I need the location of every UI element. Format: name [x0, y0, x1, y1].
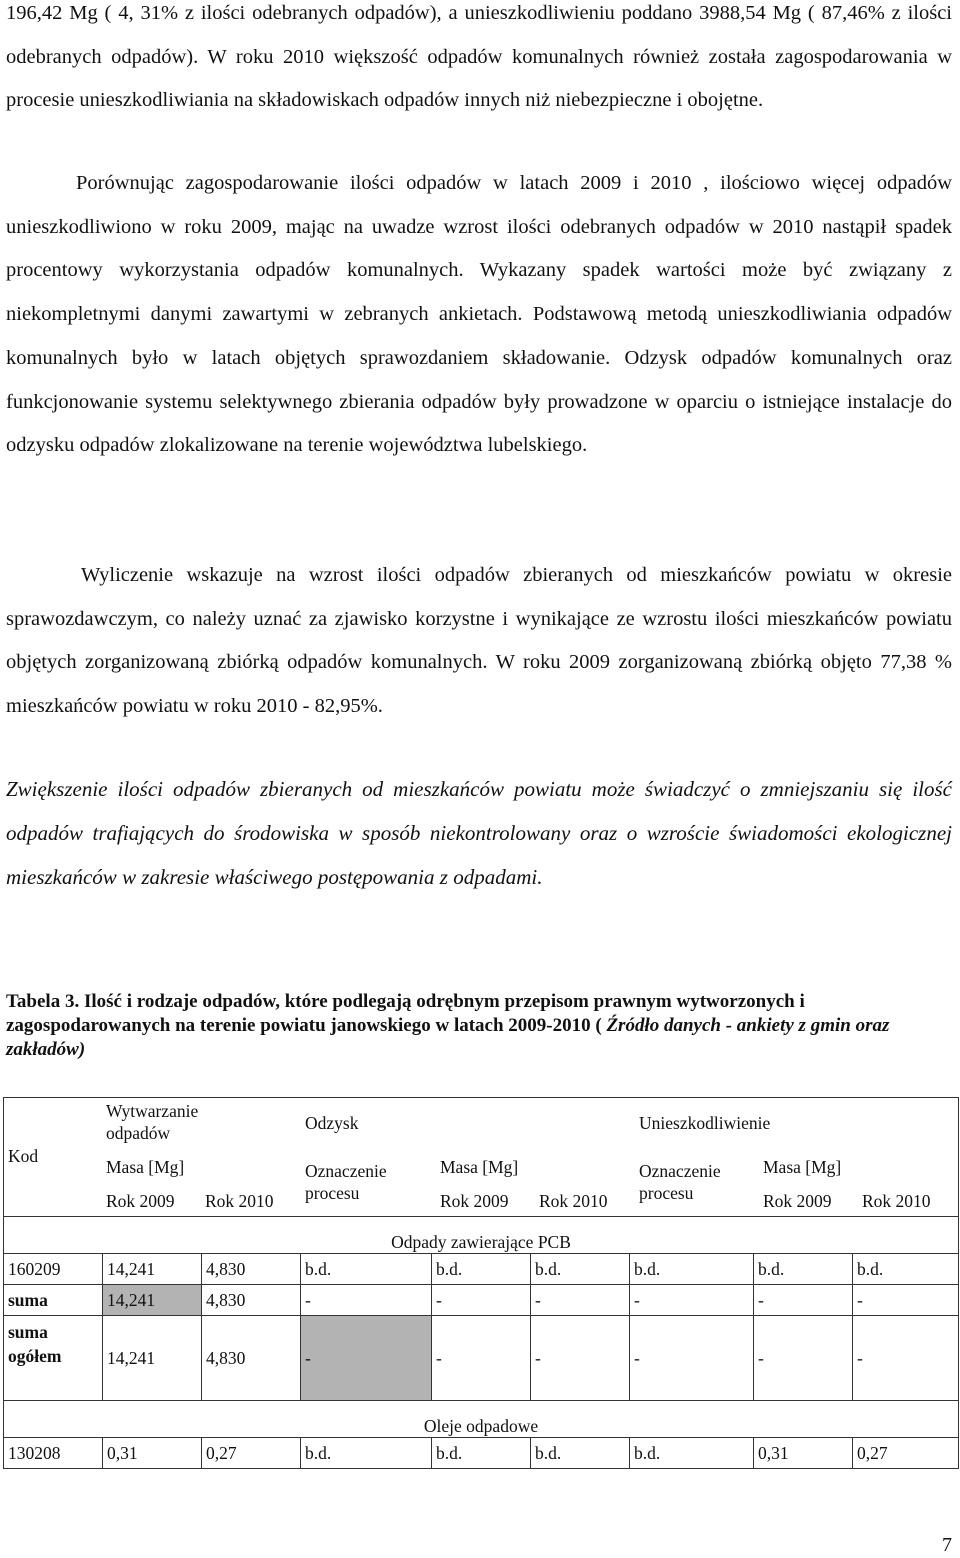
cell: - — [432, 1316, 531, 1401]
cell: 4,830 — [202, 1285, 301, 1316]
cell: - — [853, 1316, 959, 1401]
cell: - — [531, 1285, 630, 1316]
header-rok2010-2: Rok 2010 — [539, 1191, 608, 1211]
cell: - — [630, 1316, 754, 1401]
caption-bold: Tabela 3. Ilość i rodzaje odpadów, które podlegają odrębnym przepisom prawnym wytworzonych i zagospodarowanych na terenie powiatu janowskiego w latach 2009-2010 ( — [6, 991, 805, 1036]
table-row — [4, 1438, 959, 1469]
table-row-suma — [4, 1285, 959, 1316]
cell-kod: 160209 — [4, 1254, 103, 1285]
section-row-oleje — [4, 1401, 959, 1438]
cell-kod: suma — [4, 1285, 103, 1316]
cell: - — [754, 1316, 853, 1401]
cell: 4,830 — [202, 1316, 301, 1401]
section-label-oleje: Oleje odpadowe — [4, 1401, 959, 1438]
cell: - — [531, 1316, 630, 1401]
cell: b.d. — [630, 1438, 754, 1469]
cell: b.d. — [432, 1438, 531, 1469]
table-row-suma-ogolem — [4, 1316, 959, 1401]
header-rok2009-1: Rok 2009 — [106, 1191, 175, 1211]
table-header-row — [4, 1098, 959, 1217]
cell: - — [301, 1285, 432, 1316]
cell: b.d. — [630, 1254, 754, 1285]
header-oznaczenie-2: Oznaczenie procesu — [639, 1161, 721, 1203]
paragraph-2: Porównując zagospodarowanie ilości odpadów w latach 2009 i 2010 , ilościowo więcej odpadów unieszkodliwiono w roku 2009, mając na uwadze wzrost ilości odebranych odpadów w 2010 nastąpił spadek procentowy wykorzystania odpadów komunalnych. Wykazany spadek wartości może być związany z niekompletnymi danymi zawartymi w zebranych ankietach. Podstawową metodą unieszkodliwiania odpadów komunalnych było w latach objętych sprawozdaniem składowanie. Odzysk odpadów komunalnych oraz funkcjonowanie systemu selektywnego zbierania odpadów były prowadzone w oparciu o istniejące instalacje do odzysku odpadów zlokalizowane na terenie województwa lubelskiego. — [6, 172, 952, 457]
cell: 0,31 — [754, 1438, 853, 1469]
cell: - — [754, 1285, 853, 1316]
header-rok2010-1: Rok 2010 — [205, 1191, 274, 1211]
table-caption — [6, 990, 954, 1062]
page-number: 7 — [942, 1534, 952, 1556]
caption-italic: Źródło danych - ankiety z gmin oraz zakładów) — [6, 1015, 890, 1060]
header-kod: Kod — [8, 1146, 39, 1166]
header-oznaczenie-1: Oznaczenie procesu — [305, 1161, 387, 1203]
cell: 0,31 — [103, 1438, 202, 1469]
cell: b.d. — [531, 1254, 630, 1285]
cell: 0,27 — [853, 1438, 959, 1469]
header-odzysk: Odzysk — [305, 1113, 359, 1133]
header-masa-1: Masa [Mg] — [106, 1157, 185, 1177]
cell: - — [432, 1285, 531, 1316]
section-row-pcb — [4, 1217, 959, 1254]
section-label-pcb: Odpady zawierające PCB — [4, 1217, 959, 1254]
table-row — [4, 1254, 959, 1285]
cell: b.d. — [754, 1254, 853, 1285]
cell: 14,241 — [103, 1254, 202, 1285]
header-rok2009-3: Rok 2009 — [763, 1191, 832, 1211]
header-rok2010-3: Rok 2010 — [862, 1191, 931, 1211]
cell: - — [853, 1285, 959, 1316]
header-masa-2: Masa [Mg] — [440, 1157, 519, 1177]
paragraph-1: 196,42 Mg ( 4, 31% z ilości odebranych odpadów), a unieszkodliwieniu poddano 3988,54 Mg ( 87,46% z ilości odebranych odpadów). W roku 2010 większość odpadów komunalnych również została zagospodarowania w procesie unieszkodliwiania na składowiskach odpadów innych niż niebezpieczne i obojętne. — [6, 2, 952, 112]
header-rok2009-2: Rok 2009 — [440, 1191, 509, 1211]
cell-kod: 130208 — [4, 1438, 103, 1469]
paragraph-4-italic: Zwiększenie ilości odpadów zbieranych od mieszkańców powiatu może świadczyć o zmniejszaniu się ilość odpadów trafiających do środowiska w sposób niekontrolowany oraz o wzroście świadomości ekologicznej mieszkańców w zakresie właściwego postępowania z odpadami. — [6, 777, 952, 889]
cell: - — [630, 1285, 754, 1316]
cell: 14,241 — [103, 1285, 202, 1316]
waste-table — [3, 1097, 959, 1469]
cell: 4,830 — [202, 1254, 301, 1285]
header-masa-3: Masa [Mg] — [763, 1157, 842, 1177]
cell-kod: suma ogółem — [4, 1316, 103, 1401]
cell: b.d. — [432, 1254, 531, 1285]
table-header — [4, 1098, 958, 1216]
cell: b.d. — [301, 1438, 432, 1469]
cell: - — [301, 1316, 432, 1401]
cell: b.d. — [853, 1254, 959, 1285]
header-unieszkodliwienie: Unieszkodliwienie — [639, 1113, 771, 1133]
cell: 14,241 — [103, 1316, 202, 1401]
header-wytwarzanie: Wytwarzanie odpadów — [106, 1101, 199, 1143]
cell: b.d. — [531, 1438, 630, 1469]
cell: b.d. — [301, 1254, 432, 1285]
paragraph-3: Wyliczenie wskazuje na wzrost ilości odpadów zbieranych od mieszkańców powiatu w okresie sprawozdawczym, co należy uznać za zjawisko korzystne i wynikające ze wzrostu ilości mieszkańców powiatu objętych zorganizowaną zbiórką odpadów komunalnych. W roku 2009 zorganizowaną zbiórką objęto 77,38 % mieszkańców powiatu w roku 2010 - 82,95%. — [6, 564, 952, 718]
cell: 0,27 — [202, 1438, 301, 1469]
